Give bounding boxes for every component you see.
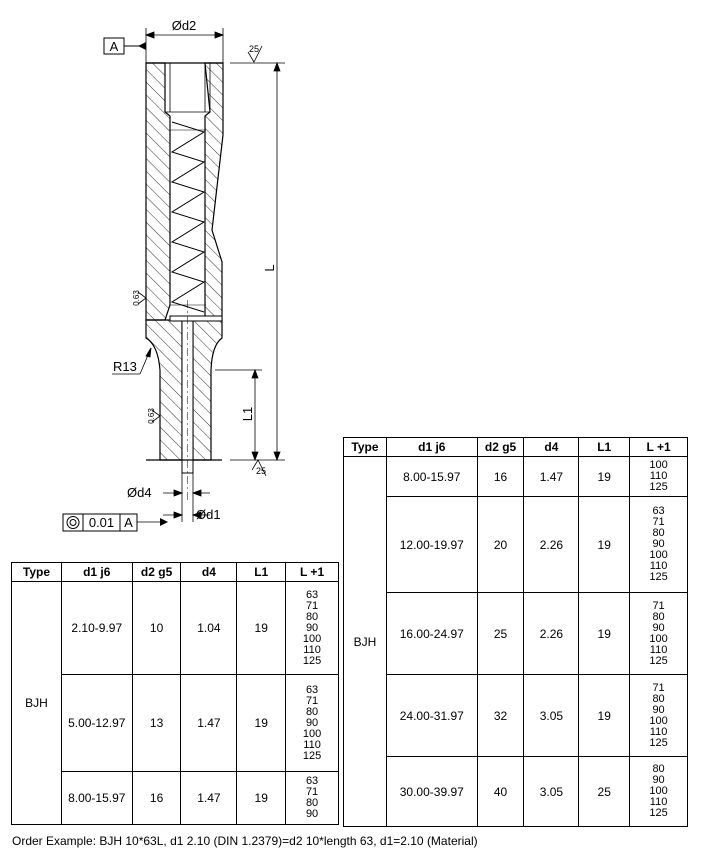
d4-dimension (163, 473, 210, 500)
spring (172, 122, 204, 312)
svg-text:0.63: 0.63 (132, 290, 141, 306)
d4-label: Ød4 (127, 485, 152, 500)
table-row: 12.00-19.97 20 2.26 19 63 71 80 90 100 110 125 (344, 497, 688, 593)
length-list: 63 71 80 90 100 110 125 (286, 675, 339, 772)
table-row: BJH 8.00-15.97 16 1.47 19 100 110 125 (344, 457, 688, 497)
table-row: 16.00-24.97 25 2.26 19 71 80 90 100 110 125 (344, 593, 688, 675)
l1-label: L1 (240, 406, 255, 422)
type-cell: BJH (12, 582, 62, 825)
spec-table-left (11, 562, 339, 825)
svg-text:25: 25 (256, 466, 267, 476)
table-row: 5.00-12.97 13 1.47 19 63 71 80 90 100 110 125 (12, 675, 339, 772)
length-list: 80 90 100 110 125 (630, 757, 688, 827)
svg-text:0.63: 0.63 (147, 408, 156, 424)
d2-dimension (146, 28, 223, 63)
svg-text:A: A (124, 515, 133, 530)
svg-text:R13: R13 (113, 359, 137, 374)
header-d2: d2 g5 (132, 563, 181, 582)
table-header-row (344, 438, 688, 457)
length-list: 71 80 90 100 110 125 (630, 675, 688, 757)
datum-a-marker (104, 38, 146, 54)
header-d1: d1 j6 (61, 563, 132, 582)
header-type: Type (344, 438, 387, 457)
length-list: 63 71 80 90 100 110 125 (630, 497, 688, 593)
header-type: Type (12, 563, 62, 582)
header-l1: L1 (237, 563, 286, 582)
header-length: L +1 (286, 563, 339, 582)
header-length: L +1 (630, 438, 688, 457)
type-cell: BJH (344, 457, 387, 827)
table-row: BJH 2.10-9.97 10 1.04 19 63 71 80 90 100 110 125 (12, 582, 339, 675)
table-row: 30.00-39.97 40 3.05 25 80 90 100 110 125 (344, 757, 688, 827)
header-l1: L1 (579, 438, 630, 457)
svg-text:0.01: 0.01 (88, 515, 115, 530)
length-list: 100 110 125 (630, 457, 688, 497)
table-row: 8.00-15.97 16 1.47 19 63 71 80 90 (12, 772, 339, 825)
table-header-row (12, 563, 339, 582)
svg-text:A: A (109, 39, 119, 54)
d1-label: Ød1 (196, 507, 221, 522)
header-d1: d1 j6 (386, 438, 477, 457)
thread-bore (165, 63, 210, 112)
tolerance-frame (63, 514, 168, 531)
length-list: 63 71 80 90 100 110 125 (286, 582, 339, 675)
length-list: 63 71 80 90 (286, 772, 339, 825)
header-d4: d4 (181, 563, 237, 582)
order-example: Order Example: BJH 10*63L, d1 2.10 (DIN 1.2379)=d2 10*length 63, d1=2.10 (Material) (12, 834, 478, 848)
length-list: 71 80 90 100 110 125 (630, 593, 688, 675)
d2-label: Ød2 (171, 18, 197, 33)
header-d4: d4 (524, 438, 579, 457)
svg-text:25: 25 (249, 44, 260, 54)
spec-table-right (343, 437, 688, 827)
l-dimension (230, 63, 285, 460)
l-label: L (262, 264, 277, 272)
table-row: 24.00-31.97 32 3.05 19 71 80 90 100 110 125 (344, 675, 688, 757)
header-d2: d2 g5 (477, 438, 524, 457)
